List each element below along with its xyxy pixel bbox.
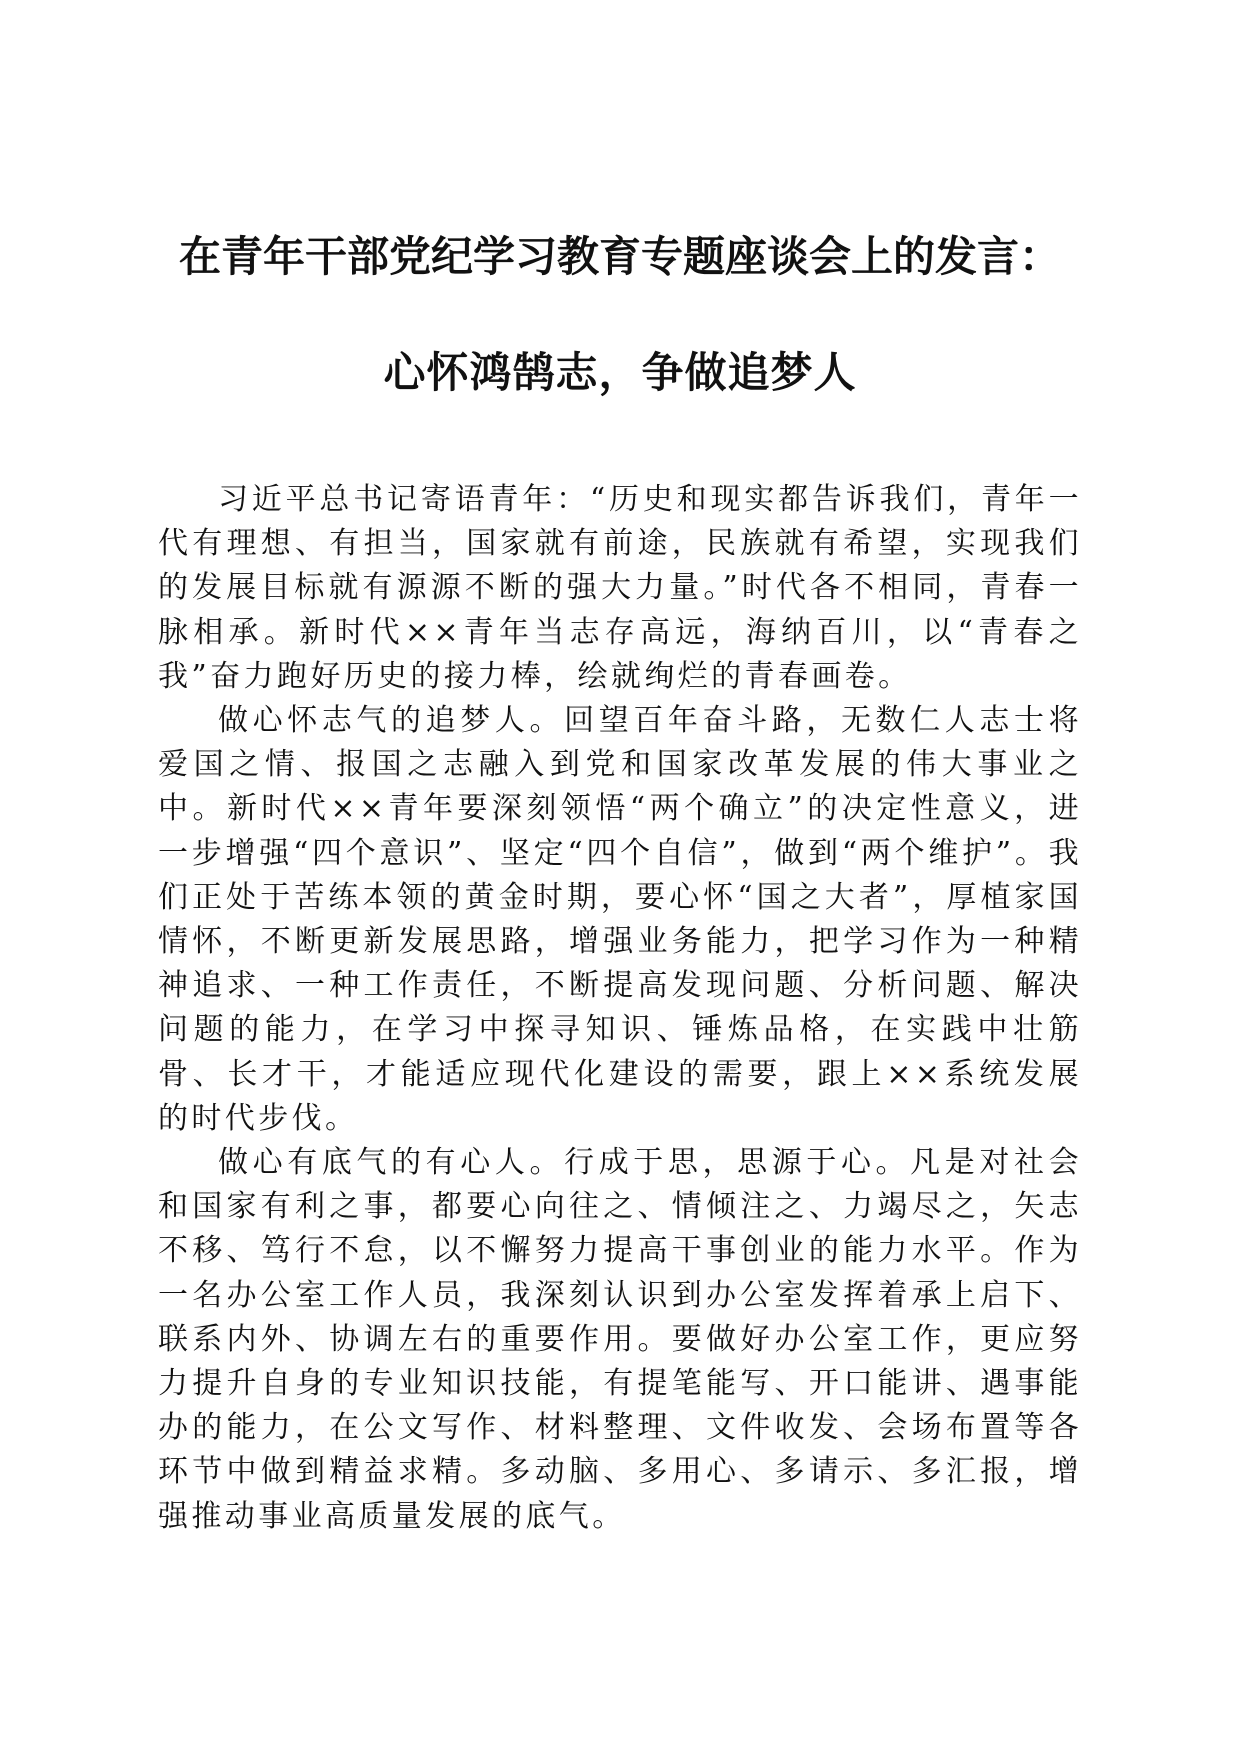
- paragraph: 做心有底气的有心人。行成于思，思源于心。凡是对社会和国家有利之事，都要心向往之、情倾注之、力竭尽之，矢志不移、笃行不怠，以不懈努力提高干事创业的能力水平。作为一名办公室工作人员，我深刻认识到办公室发挥着承上启下、联系内外、协调左右的重要作用。要做好办公室工作，更应努力提升自身的专业知识技能，有提笔能写、开口能讲、遇事能办的能力，在公文写作、材料整理、文件收发、会场布置等各环节中做到精益求精。多动脑、多用心、多请示、多汇报，增强推动事业高质量发展的底气。: [158, 1145, 1082, 1534]
- paragraph: 做心怀志气的追梦人。回望百年奋斗路，无数仁人志士将爱国之情、报国之志融入到党和国家改革发展的伟大事业之中。新时代××青年要深刻领悟“两个确立”的决定性意义，进一步增强“四个意识”、坚定“四个自信”，做到“两个维护”。我们正处于苦练本领的黄金时期，要心怀“国之大者”，厚植家国情怀，不断更新发展思路，增强业务能力，把学习作为一种精神追求、一种工作责任，不断提高发现问题、分析问题、解决问题的能力，在学习中探寻知识、锤炼品格，在实践中壮筋骨、长才干，才能适应现代化建设的需要，跟上××系统发展的时代步伐。: [158, 703, 1082, 1136]
- document-title-line-1: 在青年干部党纪学习教育专题座谈会上的发言：: [178, 232, 1061, 281]
- document-body: [158, 478, 1082, 1539]
- document-title-line-2: 心怀鸿鹄志，争做追梦人: [383, 348, 857, 397]
- paragraph: 习近平总书记寄语青年：“历史和现实都告诉我们，青年一代有理想、有担当，国家就有前途，民族就有希望，实现我们的发展目标就有源源不断的强大力量。”时代各不相同，青春一脉相承。新时代××青年当志存高远，海纳百川，以“青春之我”奋力跑好历史的接力棒，绘就绚烂的青春画卷。: [158, 482, 1082, 694]
